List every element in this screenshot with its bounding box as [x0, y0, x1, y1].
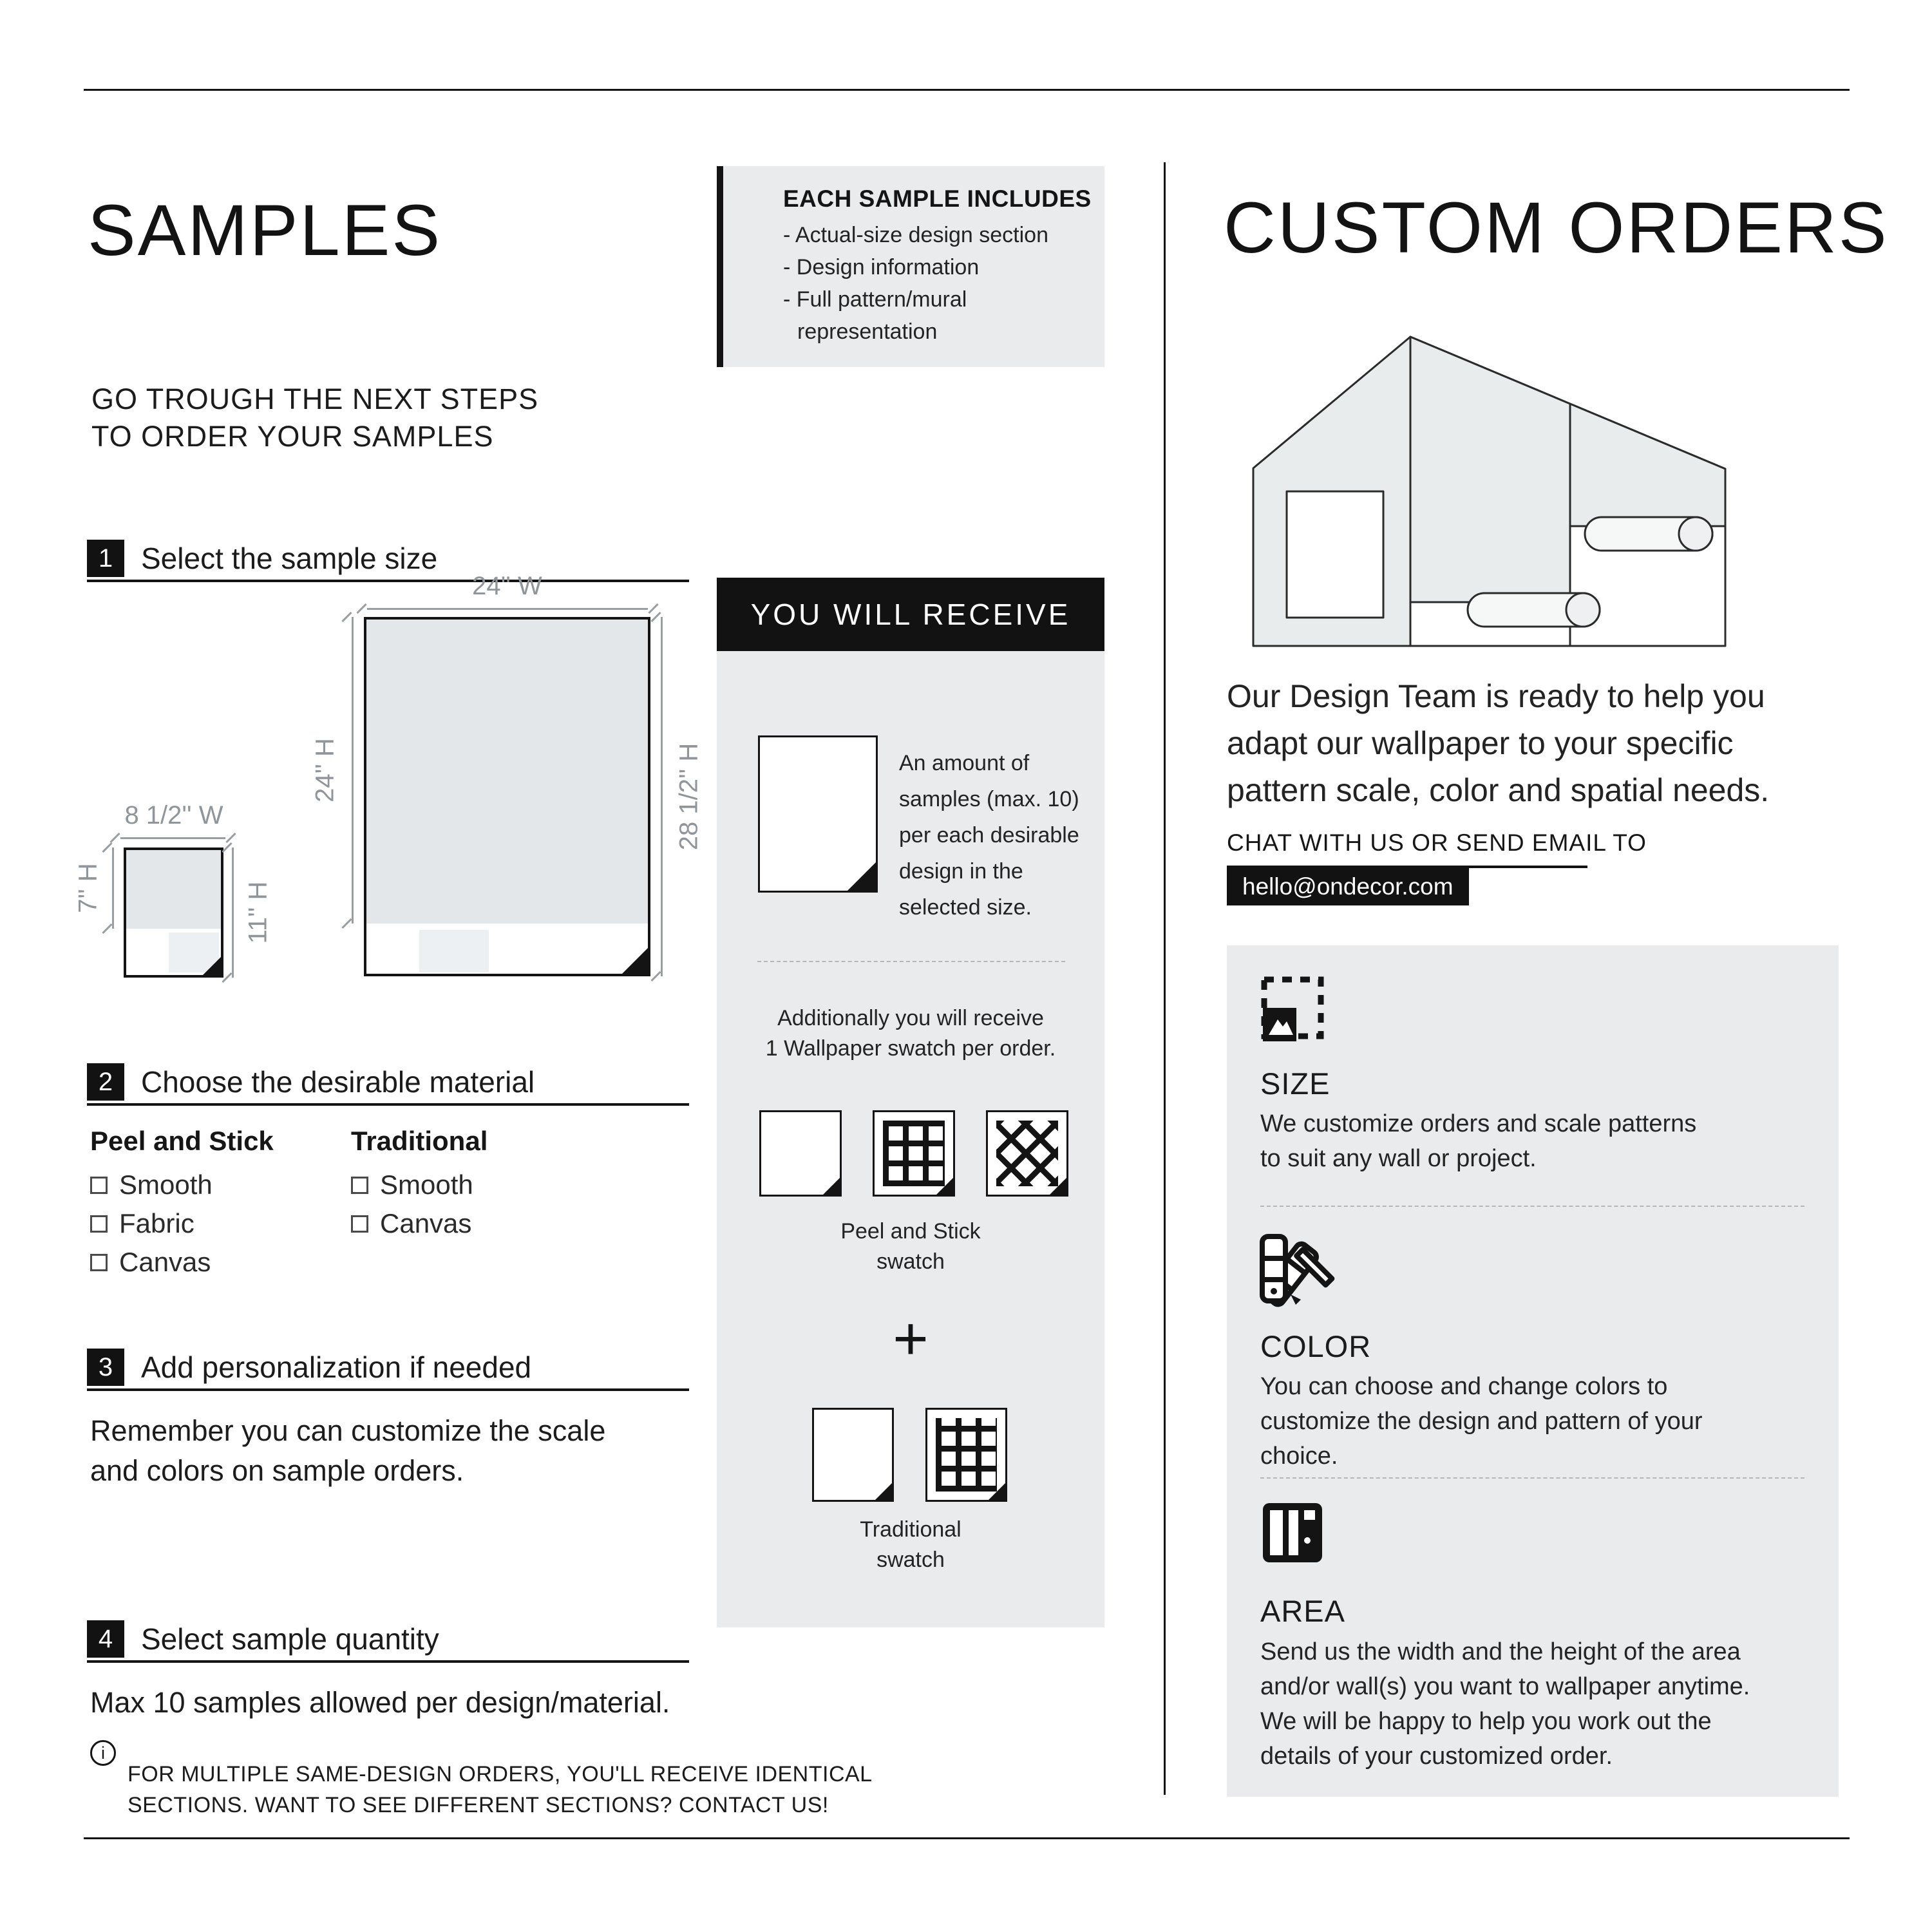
area-feature-line: and/or wall(s) you want to wallpaper anytime. — [1260, 1673, 1750, 1700]
step-2-title: Choose the desirable material — [141, 1065, 535, 1099]
dim-tick — [225, 833, 236, 843]
lattice-pattern-icon — [996, 1121, 1058, 1186]
samples-subtitle-line1: GO TROUGH THE NEXT STEPS — [91, 383, 539, 415]
footnote-line2: SECTIONS. WANT TO SEE DIFFERENT SECTIONS? CONTACT US! — [128, 1793, 829, 1817]
dim-tick — [102, 842, 112, 853]
color-feature-line: choice. — [1260, 1443, 1338, 1470]
option-label: Fabric — [119, 1208, 194, 1238]
folded-corner-icon — [822, 1177, 840, 1195]
custom-orders-title: CUSTOM ORDERS — [1224, 187, 1889, 268]
peel-option-canvas — [90, 1247, 211, 1278]
footnote-line1: FOR MULTIPLE SAME-DESIGN ORDERS, YOU'LL RECEIVE IDENTICAL — [128, 1762, 873, 1786]
step-4-note: Max 10 samples allowed per design/material. — [90, 1686, 670, 1719]
grid-pattern-icon — [883, 1121, 945, 1186]
folded-corner-icon — [847, 862, 876, 891]
you-will-receive-banner: YOU WILL RECEIVE — [717, 578, 1104, 651]
plus-icon: + — [893, 1305, 929, 1373]
area-feature-line: details of your customized order. — [1260, 1743, 1613, 1770]
receive-text-line: An amount of — [899, 751, 1030, 775]
step-3-number-badge: 3 — [87, 1349, 124, 1386]
includes-title: EACH SAMPLE INCLUDES — [783, 185, 1092, 212]
peel-swatch-label-line2: swatch — [876, 1249, 945, 1274]
crop-image-icon — [1260, 976, 1325, 1045]
samples-subtitle-line2: TO ORDER YOUR SAMPLES — [91, 420, 494, 453]
receive-text-line: per each desirable — [899, 823, 1079, 848]
folded-corner-icon — [1049, 1177, 1067, 1195]
traditional-swatch-canvas — [925, 1408, 1007, 1502]
peel-option-smooth — [90, 1170, 213, 1200]
color-feature-line: customize the design and pattern of your — [1260, 1408, 1703, 1435]
custom-intro-line1: Our Design Team is ready to help you — [1227, 678, 1765, 714]
large-sample-diagram — [364, 617, 650, 976]
panel-divider — [1260, 1206, 1804, 1207]
color-feature-line: You can choose and change colors to — [1260, 1373, 1668, 1400]
includes-item: - Actual-size design section — [783, 223, 1048, 247]
info-icon — [90, 1740, 116, 1766]
top-rule — [84, 89, 1850, 91]
wall-panels-icon — [1260, 1501, 1325, 1565]
email-link[interactable]: hello@ondecor.com — [1227, 868, 1469, 905]
includes-item: - Design information — [783, 255, 980, 279]
checkbox-icon — [90, 1177, 108, 1194]
area-feature-line: We will be happy to help you work out the — [1260, 1708, 1712, 1735]
area-feature-line: Send us the width and the height of the area — [1260, 1638, 1741, 1665]
panel-divider — [1260, 1477, 1804, 1479]
peel-swatch-smooth — [759, 1110, 842, 1197]
folded-corner-icon — [875, 1482, 893, 1501]
dim-tick — [341, 612, 352, 622]
step-4-header — [87, 1622, 689, 1663]
additional-line2: 1 Wallpaper swatch per order. — [765, 1036, 1056, 1061]
includes-item-wrap: representation — [797, 319, 938, 344]
step-2-header — [87, 1065, 689, 1106]
column-divider — [1164, 162, 1166, 1795]
samples-title: SAMPLES — [88, 190, 442, 270]
traditional-swatch-label-line2: swatch — [876, 1548, 945, 1572]
info-icon-glyph: i — [101, 1743, 105, 1763]
large-left-height-label: 24'' H — [310, 738, 339, 802]
checkbox-icon — [351, 1177, 368, 1194]
step-4-title: Select sample quantity — [141, 1622, 439, 1656]
size-feature-line: We customize orders and scale patterns — [1260, 1110, 1697, 1137]
small-right-dimension-line — [232, 848, 234, 978]
small-left-dimension-line — [112, 848, 114, 929]
checkbox-icon — [90, 1215, 108, 1233]
step-3-note-line1: Remember you can customize the scale — [90, 1414, 606, 1447]
folded-corner-icon — [936, 1177, 954, 1195]
large-sample-thumb — [419, 930, 489, 972]
receive-text-line: design in the — [899, 859, 1023, 884]
traditional-swatch-smooth — [812, 1408, 894, 1502]
small-top-dimension-line — [120, 837, 225, 839]
traditional-swatch-label-line1: Traditional — [860, 1517, 961, 1542]
option-label: Smooth — [119, 1170, 213, 1200]
step-2-number-badge: 2 — [87, 1063, 124, 1101]
folded-corner-icon — [988, 1482, 1006, 1501]
large-right-height-label: 28 1/2'' H — [674, 743, 703, 851]
option-label: Canvas — [119, 1247, 211, 1277]
peel-swatch-fabric — [873, 1110, 955, 1197]
dim-tick — [109, 833, 120, 843]
step-1-number-badge: 1 — [87, 540, 124, 577]
sample-page-icon — [758, 735, 878, 893]
wallpaper-room-illustration — [1249, 332, 1729, 649]
size-feature-line: to suit any wall or project. — [1260, 1145, 1537, 1172]
peel-and-stick-heading: Peel and Stick — [90, 1126, 274, 1156]
each-sample-includes-box — [717, 166, 1104, 367]
traditional-option-smooth — [351, 1170, 473, 1200]
large-sample-gray-area — [366, 620, 648, 923]
large-left-dimension-line — [352, 617, 354, 923]
step-4-number-badge: 4 — [87, 1620, 124, 1658]
traditional-option-canvas — [351, 1208, 471, 1239]
option-label: Smooth — [380, 1170, 473, 1200]
area-feature-title: AREA — [1260, 1594, 1345, 1628]
option-label: Canvas — [380, 1208, 472, 1238]
small-width-label: 8 1/2'' W — [124, 801, 223, 829]
folded-corner-icon — [202, 956, 222, 976]
step-3-title: Add personalization if needed — [141, 1350, 532, 1384]
small-sample-diagram — [124, 848, 223, 978]
peel-swatch-label-line1: Peel and Stick — [840, 1219, 981, 1244]
dim-tick — [356, 603, 366, 614]
checkbox-icon — [90, 1254, 108, 1271]
dim-tick — [648, 603, 658, 614]
grid-pattern-icon — [936, 1418, 997, 1492]
step-1-title: Select the sample size — [141, 542, 438, 575]
large-right-dimension-line — [661, 617, 663, 976]
chat-label: CHAT WITH US OR SEND EMAIL TO — [1227, 829, 1647, 856]
small-sample-gray-area — [126, 850, 221, 929]
step-3-header — [87, 1350, 689, 1391]
folded-corner-icon — [621, 947, 649, 974]
panel-divider — [757, 961, 1065, 962]
size-feature-title: SIZE — [1260, 1066, 1331, 1101]
additional-line1: Additionally you will receive — [777, 1006, 1044, 1030]
bottom-rule — [84, 1837, 1850, 1839]
small-left-height-label: 7'' H — [73, 863, 102, 913]
large-width-label: 24'' W — [472, 572, 542, 600]
receive-text-line: samples (max. 10) — [899, 787, 1079, 811]
custom-intro-line3: pattern scale, color and spatial needs. — [1227, 772, 1770, 808]
receive-text-line: selected size. — [899, 895, 1032, 920]
color-swatches-icon — [1256, 1231, 1336, 1307]
dim-tick — [650, 612, 661, 622]
large-top-dimension-line — [367, 608, 648, 610]
includes-item: - Full pattern/mural — [783, 287, 967, 312]
small-right-height-label: 11'' H — [243, 881, 272, 944]
dim-tick — [650, 971, 661, 981]
dim-tick — [102, 923, 112, 934]
step-3-note-line2: and colors on sample orders. — [90, 1454, 464, 1487]
custom-intro-line2: adapt our wallpaper to your specific — [1227, 725, 1734, 761]
checkbox-icon — [351, 1215, 368, 1233]
peel-option-fabric — [90, 1208, 194, 1239]
dim-tick — [341, 918, 352, 929]
peel-swatch-canvas — [986, 1110, 1068, 1197]
color-feature-title: COLOR — [1260, 1329, 1372, 1363]
traditional-heading: Traditional — [351, 1126, 488, 1156]
